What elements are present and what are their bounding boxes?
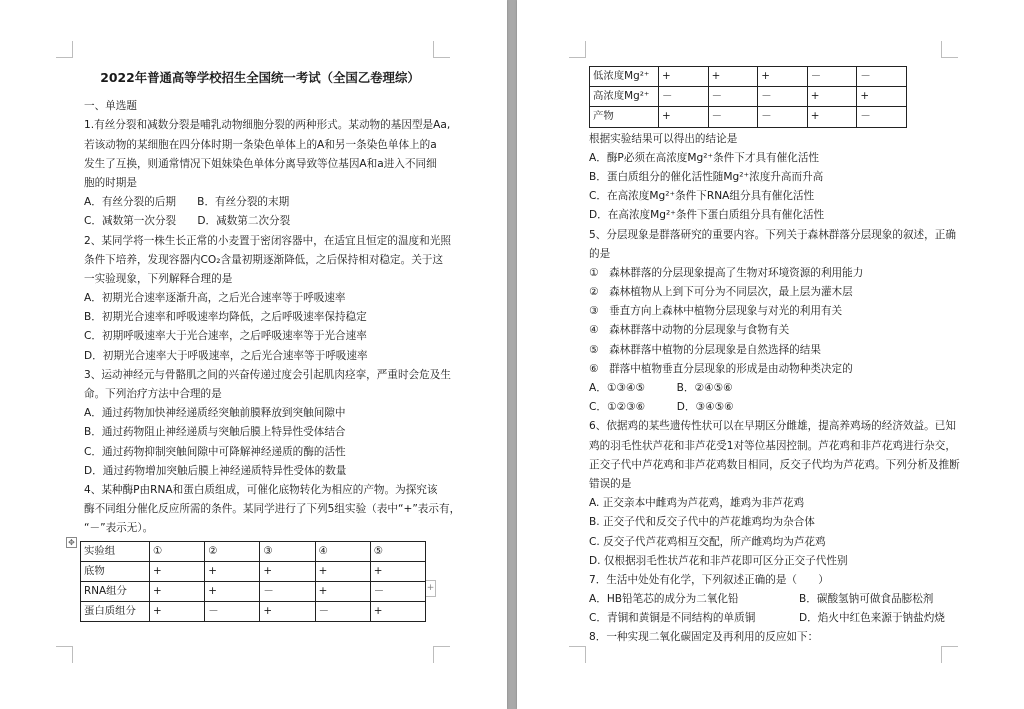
section-heading: 一、单选题 (84, 100, 137, 113)
table-cell: + (150, 602, 205, 622)
text-line: 7．生活中处处有化学，下列叙述正确的是（ ） (589, 573, 829, 586)
question-8-line: 8．一种实现二氧化碳固定及再利用的反应如下： (589, 631, 819, 644)
text-line: 发生了互换，则通常情况下姐妹染色单体分离导致等位基因A和a进入不同细 (84, 157, 437, 170)
text-line: ① 森林群落的分层现象提高了生物对环境资源的利用能力 (589, 266, 864, 279)
table-cell: － (205, 602, 260, 622)
table-cell: － (758, 107, 808, 127)
question-text-block (84, 116, 461, 538)
table-cell: + (857, 87, 907, 107)
text-line: 4、某种酶P由RNA和蛋白质组成，可催化底物转化为相应的产物。为探究该 (84, 483, 438, 496)
option-text: C．青铜和黄铜是不同结构的单质铜 (589, 612, 756, 625)
table-add-column-handle[interactable]: + (425, 580, 436, 597)
option-text: B．碳酸氢钠可做食品膨松剂 (799, 593, 934, 606)
table-cell: + (205, 561, 260, 581)
table-cell: + (315, 581, 370, 601)
text-line: 酶不同组分催化反应所需的条件。某同学进行了下列5组实验（表中“+”表示有， (84, 503, 461, 516)
table-row-header: 高浓度Mg²⁺ (590, 87, 659, 107)
crop-mark-top-right (941, 41, 958, 58)
table-row (81, 561, 426, 581)
text-line: 2、某同学将一株生长正常的小麦置于密闭容器中，在适宜且恒定的温度和光照 (84, 234, 451, 247)
table-cell: ④ (315, 541, 370, 561)
text-line: B．初期光合速率和呼吸速率均降低，之后呼吸速率保持稳定 (84, 311, 367, 324)
table-cell: － (370, 581, 425, 601)
text-line: A. 正交亲本中雌鸡为芦花鸡，雄鸡为非芦花鸡 (589, 497, 805, 510)
text-line: 6、依据鸡的某些遗传性状可以在早期区分雌雄，提高养鸡场的经济效益。已知 (589, 420, 956, 433)
text-line: 命。下列治疗方法中合理的是 (84, 388, 222, 401)
table-cell: + (150, 561, 205, 581)
table-row (81, 581, 426, 601)
table-cell: + (150, 581, 205, 601)
text-line: 鸡的羽毛性状芦花和非芦花受1对等位基因控制。芦花鸡和非芦花鸡进行杂交， (589, 439, 956, 452)
text-line: 正交子代中芦花鸡和非芦花鸡数目相同，反交子代均为芦花鸡。下列分析及推断 (589, 458, 960, 471)
table-cell: ② (205, 541, 260, 561)
text-line: D．通过药物增加突触后膜上神经递质特异性受体的数量 (84, 464, 347, 477)
table-cell: － (857, 107, 907, 127)
exam-title: 2022年普通高等学校招生全国统一考试（全国乙卷理综） (100, 70, 420, 85)
text-line: 条件下培养，发现容器内CO₂含量初期逐渐降低，之后保持相对稳定。关于这 (84, 253, 443, 266)
text-line: C．①②③⑥ D．③④⑤⑥ (589, 401, 734, 414)
table-row (590, 107, 907, 127)
table-cell: － (708, 107, 758, 127)
text-line: 3、运动神经元与骨骼肌之间的兴奋传递过度会引起肌肉痉挛，严重时会危及生 (84, 368, 451, 381)
table-cell: － (758, 87, 808, 107)
text-line: D．在高浓度Mg²⁺条件下蛋白质组分具有催化活性 (589, 209, 825, 222)
document-page-left (0, 0, 507, 709)
table-cell: － (857, 67, 907, 87)
text-line: 5、分层现象是群落研究的重要内容。下列关于森林群落分层现象的叙述，正确 (589, 228, 956, 241)
table-row-header: 产物 (590, 107, 659, 127)
page-left-body[interactable] (84, 68, 461, 622)
question-text-block (589, 130, 960, 591)
crop-mark-top-left (56, 41, 73, 58)
crop-mark-bottom-right (433, 646, 450, 663)
text-line: ④ 森林群落中动物的分层现象与食物有关 (589, 324, 790, 337)
text-line: ⑤ 森林群落中植物的分层现象是自然选择的结果 (589, 343, 821, 356)
table-row-header: RNA组分 (81, 581, 150, 601)
table-cell: ⑤ (370, 541, 425, 561)
table-row-header: 底物 (81, 561, 150, 581)
table-cell: + (659, 67, 709, 87)
table-cell: － (659, 87, 709, 107)
option-text: A．HB铅笔芯的成分为二氧化铅 (589, 593, 739, 606)
text-line: 一实验现象，下列解释合理的是 (84, 272, 233, 285)
text-line: C. 反交子代芦花鸡相互交配，所产雌鸡均为芦花鸡 (589, 535, 826, 548)
text-line: A．①③④⑤ B．②④⑤⑥ (589, 382, 733, 395)
document-page-right (517, 0, 1024, 709)
crop-mark-top-left (569, 41, 586, 58)
text-line: ③ 垂直方向上森林中植物分层现象与对光的利用有关 (589, 305, 843, 318)
text-line: C．通过药物抑制突触间隙中可降解神经递质的酶的活性 (84, 445, 346, 458)
text-line: B. 正交子代和反交子代中的芦花雄鸡均为杂合体 (589, 516, 815, 529)
table-cell: － (260, 581, 315, 601)
option-row (589, 590, 945, 609)
table-cell: ① (150, 541, 205, 561)
table-row (81, 541, 426, 561)
table-row-header: 蛋白质组分 (81, 602, 150, 622)
q7-options (589, 590, 945, 628)
text-line: ⑥ 群落中植物垂直分层现象的形成是由动物种类决定的 (589, 362, 853, 375)
table-cell: + (807, 107, 857, 127)
text-line: ② 森林植物从上到下可分为不同层次，最上层为灌木层 (589, 286, 853, 299)
experiment-table-part2 (589, 66, 907, 128)
table-cell: － (708, 87, 758, 107)
crop-mark-bottom-left (569, 646, 586, 663)
text-line: 错误的是 (589, 477, 632, 490)
table-cell: ③ (260, 541, 315, 561)
table-row (81, 602, 426, 622)
text-line: A．通过药物加快神经递质经突触前膜释放到突触间隙中 (84, 407, 346, 420)
experiment-table-part1 (80, 541, 426, 623)
text-line: A．酶P必须在高浓度Mg²⁺条件下才具有催化活性 (589, 151, 820, 164)
text-line: A．有丝分裂的后期 B．有丝分裂的末期 (84, 196, 290, 209)
table-cell: + (315, 561, 370, 581)
page-right-body[interactable] (589, 66, 960, 648)
table-move-handle[interactable]: ✥ (66, 537, 77, 548)
text-line: C．初期呼吸速率大于光合速率，之后呼吸速率等于光合速率 (84, 330, 367, 343)
text-line: 的是 (589, 247, 611, 260)
text-line: B．蛋白质组分的催化活性随Mg²⁺浓度升高而升高 (589, 170, 824, 183)
text-line: C．在高浓度Mg²⁺条件下RNA组分具有催化活性 (589, 190, 815, 203)
table-cell: + (708, 67, 758, 87)
option-row (589, 609, 945, 628)
option-text: D．焰火中红色来源于钠盐灼烧 (799, 612, 945, 625)
table-cell: + (758, 67, 808, 87)
text-line: 胞的时期是 (84, 176, 137, 189)
table-cell: + (370, 561, 425, 581)
text-line: 1.有丝分裂和减数分裂是哺乳动物细胞分裂的两种形式。某动物的基因型是Aa, (84, 119, 451, 132)
table-row-header: 实验组 (81, 541, 150, 561)
text-line: 根据实验结果可以得出的结论是 (589, 132, 738, 145)
crop-mark-bottom-left (56, 646, 73, 663)
table-cell: + (205, 581, 260, 601)
text-line: 若该动物的某细胞在四分体时期一条染色单体上的A和另一条染色单体上的a (84, 138, 437, 151)
table-cell: + (260, 602, 315, 622)
text-line: “－”表示无）。 (84, 522, 154, 535)
table-row-header: 低浓度Mg²⁺ (590, 67, 659, 87)
table-cell: + (659, 107, 709, 127)
table-cell: － (807, 67, 857, 87)
text-line: A．初期光合速率逐渐升高，之后光合速率等于呼吸速率 (84, 292, 346, 305)
table-cell: + (260, 561, 315, 581)
crop-mark-top-right (433, 41, 450, 58)
text-line: C．减数第一次分裂 D．减数第二次分裂 (84, 215, 291, 228)
table-cell: － (315, 602, 370, 622)
table-cell: + (370, 602, 425, 622)
table-row (590, 87, 907, 107)
text-line: D．初期光合速率大于呼吸速率，之后光合速率等于呼吸速率 (84, 349, 368, 362)
text-line: B．通过药物阻止神经递质与突触后膜上特异性受体结合 (84, 426, 346, 439)
text-line: D. 仅根据羽毛性状芦花和非芦花即可区分正交子代性别 (589, 554, 848, 567)
table-cell: + (807, 87, 857, 107)
table-row (590, 67, 907, 87)
crop-mark-bottom-right (941, 646, 958, 663)
